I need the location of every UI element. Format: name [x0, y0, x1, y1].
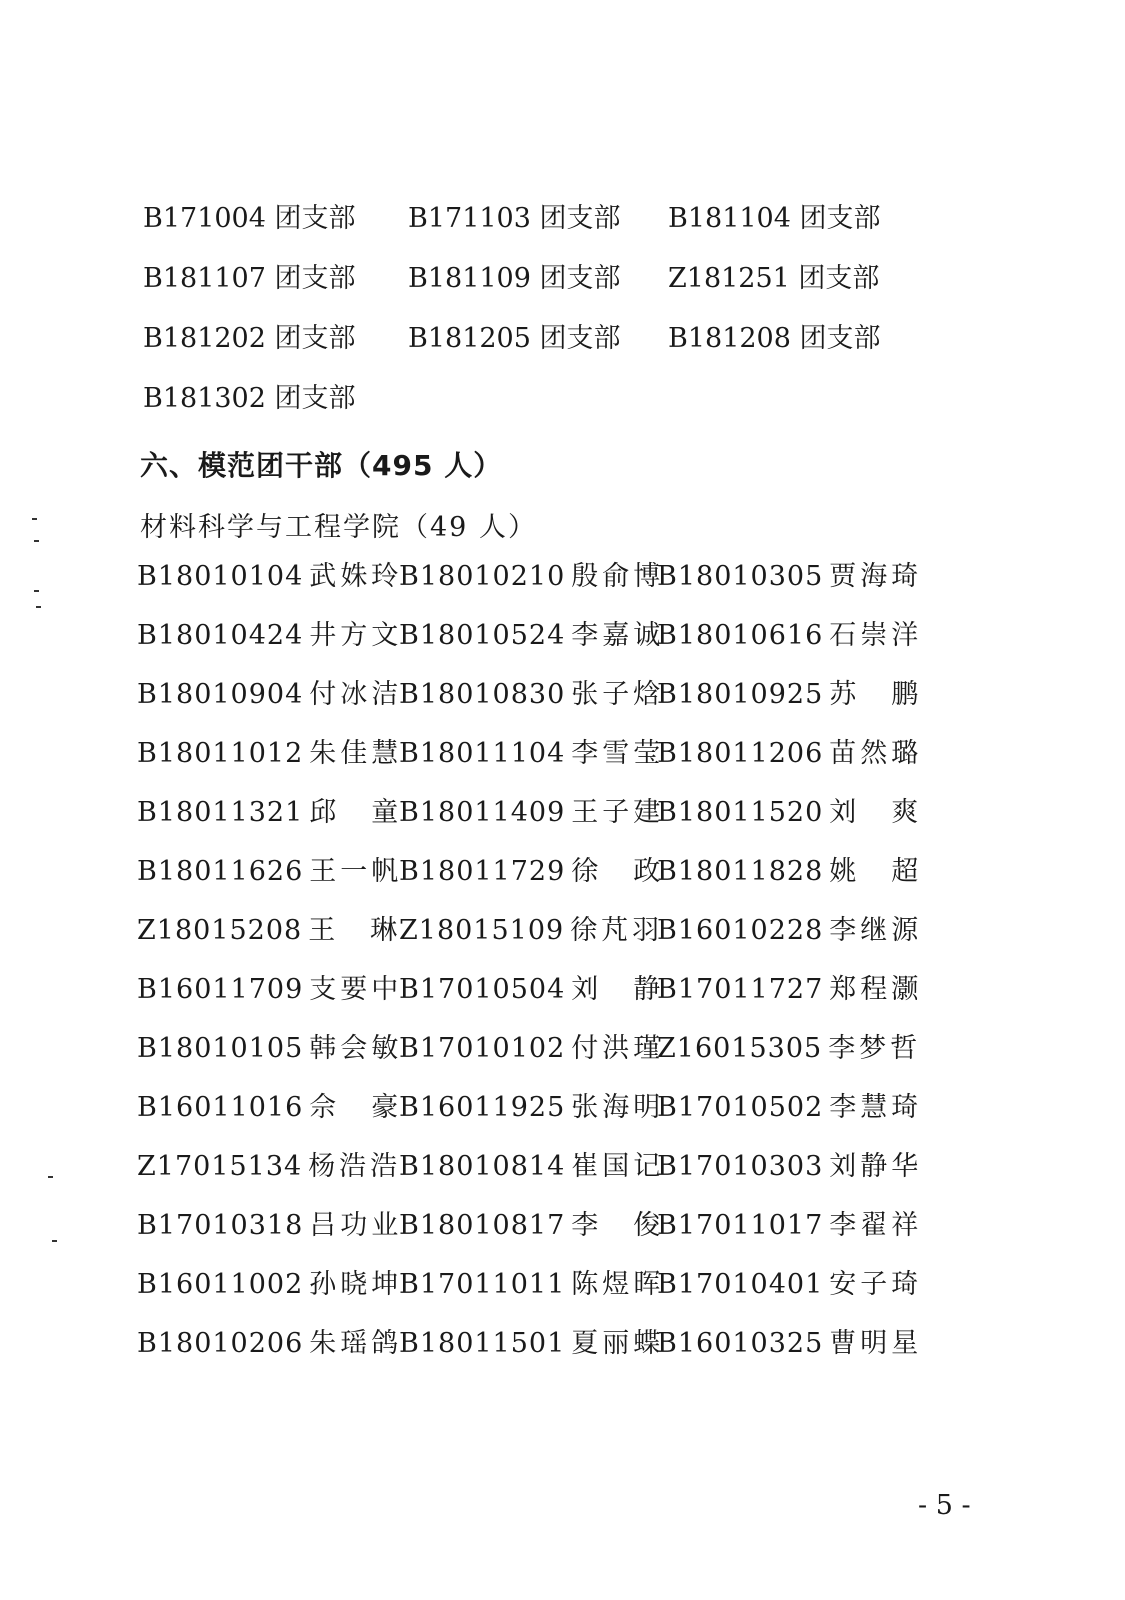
- member-name: 崔国记: [571, 1151, 665, 1182]
- member-entry: [399, 793, 665, 832]
- member-id: B17011727: [657, 974, 824, 1005]
- member-id: B17010502: [657, 1092, 824, 1123]
- branch-item: B181205 团支部: [408, 323, 621, 354]
- member-id: B17010318: [137, 1210, 304, 1241]
- member-id: B18010925: [657, 679, 824, 710]
- member-id: B17010504: [399, 974, 566, 1005]
- member-entry: [399, 1088, 665, 1127]
- member-entry: [137, 1324, 403, 1363]
- member-name: 李继源: [829, 915, 923, 946]
- member-id: B18010105: [137, 1033, 304, 1064]
- member-id: B18010904: [137, 679, 304, 710]
- member-id: Z18015109: [399, 915, 565, 946]
- member-name: 殷俞博: [571, 561, 665, 592]
- member-name: 安子琦: [829, 1269, 923, 1300]
- member-entry: [137, 1265, 403, 1304]
- member-id: B17011011: [399, 1269, 566, 1300]
- member-id: B18011626: [137, 856, 304, 887]
- branch-item: B171103 团支部: [408, 203, 621, 234]
- member-id: B18011501: [399, 1328, 566, 1359]
- member-id: B18011321: [137, 797, 304, 828]
- member-id: B18010424: [137, 620, 304, 651]
- member-entry: [137, 616, 403, 655]
- member-name: 夏丽蝶: [571, 1328, 665, 1359]
- branch-item: Z181251 团支部: [668, 263, 880, 294]
- member-id: B18011828: [657, 856, 824, 887]
- member-id: B18011520: [657, 797, 824, 828]
- branch-item: B181104 团支部: [668, 203, 881, 234]
- member-name: 王 琳: [308, 915, 402, 946]
- member-name: 付冰洁: [309, 679, 403, 710]
- member-name: 佘 豪: [309, 1092, 403, 1123]
- member-name: 李梦哲: [828, 1033, 922, 1064]
- member-entry: [399, 675, 665, 714]
- member-name: 韩会敏: [309, 1033, 403, 1064]
- member-name: 陈煜晖: [571, 1269, 665, 1300]
- member-entry: [399, 852, 665, 891]
- member-entry: [657, 675, 923, 714]
- member-id: B18011729: [399, 856, 566, 887]
- scan-speck: [34, 590, 39, 592]
- member-entry: [657, 911, 923, 950]
- member-id: B18011206: [657, 738, 824, 769]
- member-name: 李雪莹: [571, 738, 665, 769]
- member-name: 张子焓: [571, 679, 665, 710]
- member-entry: [399, 911, 664, 950]
- member-entry: [657, 970, 923, 1009]
- member-entry: [137, 911, 402, 950]
- member-entry: [137, 734, 403, 773]
- member-name: 李嘉诚: [571, 620, 665, 651]
- member-entry: [399, 970, 665, 1009]
- member-entry: [399, 1265, 665, 1304]
- member-entry: [137, 852, 403, 891]
- member-name: 王一帆: [309, 856, 403, 887]
- member-id: B18010814: [399, 1151, 566, 1182]
- branch-item: B181208 团支部: [668, 323, 881, 354]
- member-entry: [399, 616, 665, 655]
- member-entry: [657, 852, 923, 891]
- branch-item: B181302 团支部: [143, 383, 356, 414]
- member-entry: [657, 616, 923, 655]
- scan-speck: [52, 1240, 57, 1242]
- member-entry: [657, 1147, 923, 1186]
- member-id: B18010206: [137, 1328, 304, 1359]
- member-name: 朱佳慧: [309, 738, 403, 769]
- member-name: 刘静华: [829, 1151, 923, 1182]
- member-name: 孙晓坤: [309, 1269, 403, 1300]
- page-number: - 5 -: [918, 1490, 971, 1521]
- scan-speck: [34, 540, 39, 542]
- member-id: B18010524: [399, 620, 566, 651]
- member-name: 邱 童: [309, 797, 403, 828]
- member-id: B18011012: [137, 738, 304, 769]
- member-name: 刘 静: [571, 974, 665, 1005]
- member-name: 张海明: [571, 1092, 665, 1123]
- member-name: 郑程灏: [829, 974, 923, 1005]
- member-name: 付洪瑾: [571, 1033, 665, 1064]
- member-id: Z17015134: [137, 1151, 303, 1182]
- member-entry: [137, 1206, 403, 1245]
- scan-speck: [32, 518, 37, 520]
- member-name: 苏 鹏: [829, 679, 923, 710]
- member-entry: [657, 1324, 923, 1363]
- branch-item: B181107 团支部: [143, 263, 356, 294]
- member-name: 石崇洋: [829, 620, 923, 651]
- member-id: B16011709: [137, 974, 304, 1005]
- member-entry: [137, 1088, 403, 1127]
- member-entry: [657, 1206, 923, 1245]
- member-id: B16011925: [399, 1092, 566, 1123]
- member-entry: [399, 1147, 665, 1186]
- member-list: [137, 557, 923, 1363]
- member-name: 徐 政: [571, 856, 665, 887]
- member-entry: [657, 1029, 922, 1068]
- member-entry: [399, 1206, 665, 1245]
- member-entry: [137, 1147, 402, 1186]
- member-id: B16011016: [137, 1092, 304, 1123]
- member-name: 曹明星: [829, 1328, 923, 1359]
- college-heading: 材料科学与工程学院（49 人）: [140, 512, 537, 543]
- member-id: B18010104: [137, 561, 304, 592]
- section-heading: 六、模范团干部（495 人）: [140, 449, 503, 482]
- member-name: 武姝玲: [309, 561, 403, 592]
- branch-item: B181202 团支部: [143, 323, 356, 354]
- member-name: 刘 爽: [829, 797, 923, 828]
- member-name: 姚 超: [829, 856, 923, 887]
- member-name: 杨浩浩: [308, 1151, 402, 1182]
- branch-list: [143, 200, 928, 418]
- member-id: B16011002: [137, 1269, 304, 1300]
- member-entry: [399, 1324, 665, 1363]
- member-entry: [657, 1088, 923, 1127]
- scan-speck: [36, 606, 41, 608]
- member-id: B18010817: [399, 1210, 566, 1241]
- member-id: B17010102: [399, 1033, 566, 1064]
- member-name: 徐芃羽: [570, 915, 664, 946]
- member-name: 李慧琦: [829, 1092, 923, 1123]
- member-id: B18011104: [399, 738, 566, 769]
- member-entry: [657, 1265, 923, 1304]
- member-name: 支要中: [309, 974, 403, 1005]
- member-entry: [657, 734, 923, 773]
- member-entry: [399, 1029, 665, 1068]
- member-id: B18010616: [657, 620, 824, 651]
- member-id: Z16015305: [657, 1033, 823, 1064]
- member-id: B16010228: [657, 915, 824, 946]
- member-id: B17010303: [657, 1151, 824, 1182]
- member-entry: [399, 734, 665, 773]
- member-name: 李翟祥: [829, 1210, 923, 1241]
- branch-item: B171004 团支部: [143, 203, 356, 234]
- member-entry: [137, 793, 403, 832]
- member-id: B18010305: [657, 561, 824, 592]
- member-id: B18010830: [399, 679, 566, 710]
- member-id: B17011017: [657, 1210, 824, 1241]
- member-name: 朱瑶鸽: [309, 1328, 403, 1359]
- member-id: B16010325: [657, 1328, 824, 1359]
- member-id: B18011409: [399, 797, 566, 828]
- member-name: 苗然璐: [829, 738, 923, 769]
- member-name: 李 俊: [571, 1210, 665, 1241]
- member-id: Z18015208: [137, 915, 303, 946]
- member-entry: [137, 675, 403, 714]
- scan-speck: [48, 1176, 53, 1178]
- member-entry: [657, 557, 923, 596]
- member-id: B17010401: [657, 1269, 824, 1300]
- member-entry: [137, 970, 403, 1009]
- member-entry: [657, 793, 923, 832]
- member-name: 吕功业: [309, 1210, 403, 1241]
- member-name: 井方文: [309, 620, 403, 651]
- branch-item: B181109 团支部: [408, 263, 621, 294]
- member-entry: [137, 557, 403, 596]
- member-name: 王子建: [571, 797, 665, 828]
- member-id: B18010210: [399, 561, 566, 592]
- member-entry: [137, 1029, 403, 1068]
- member-entry: [399, 557, 665, 596]
- member-name: 贾海琦: [829, 561, 923, 592]
